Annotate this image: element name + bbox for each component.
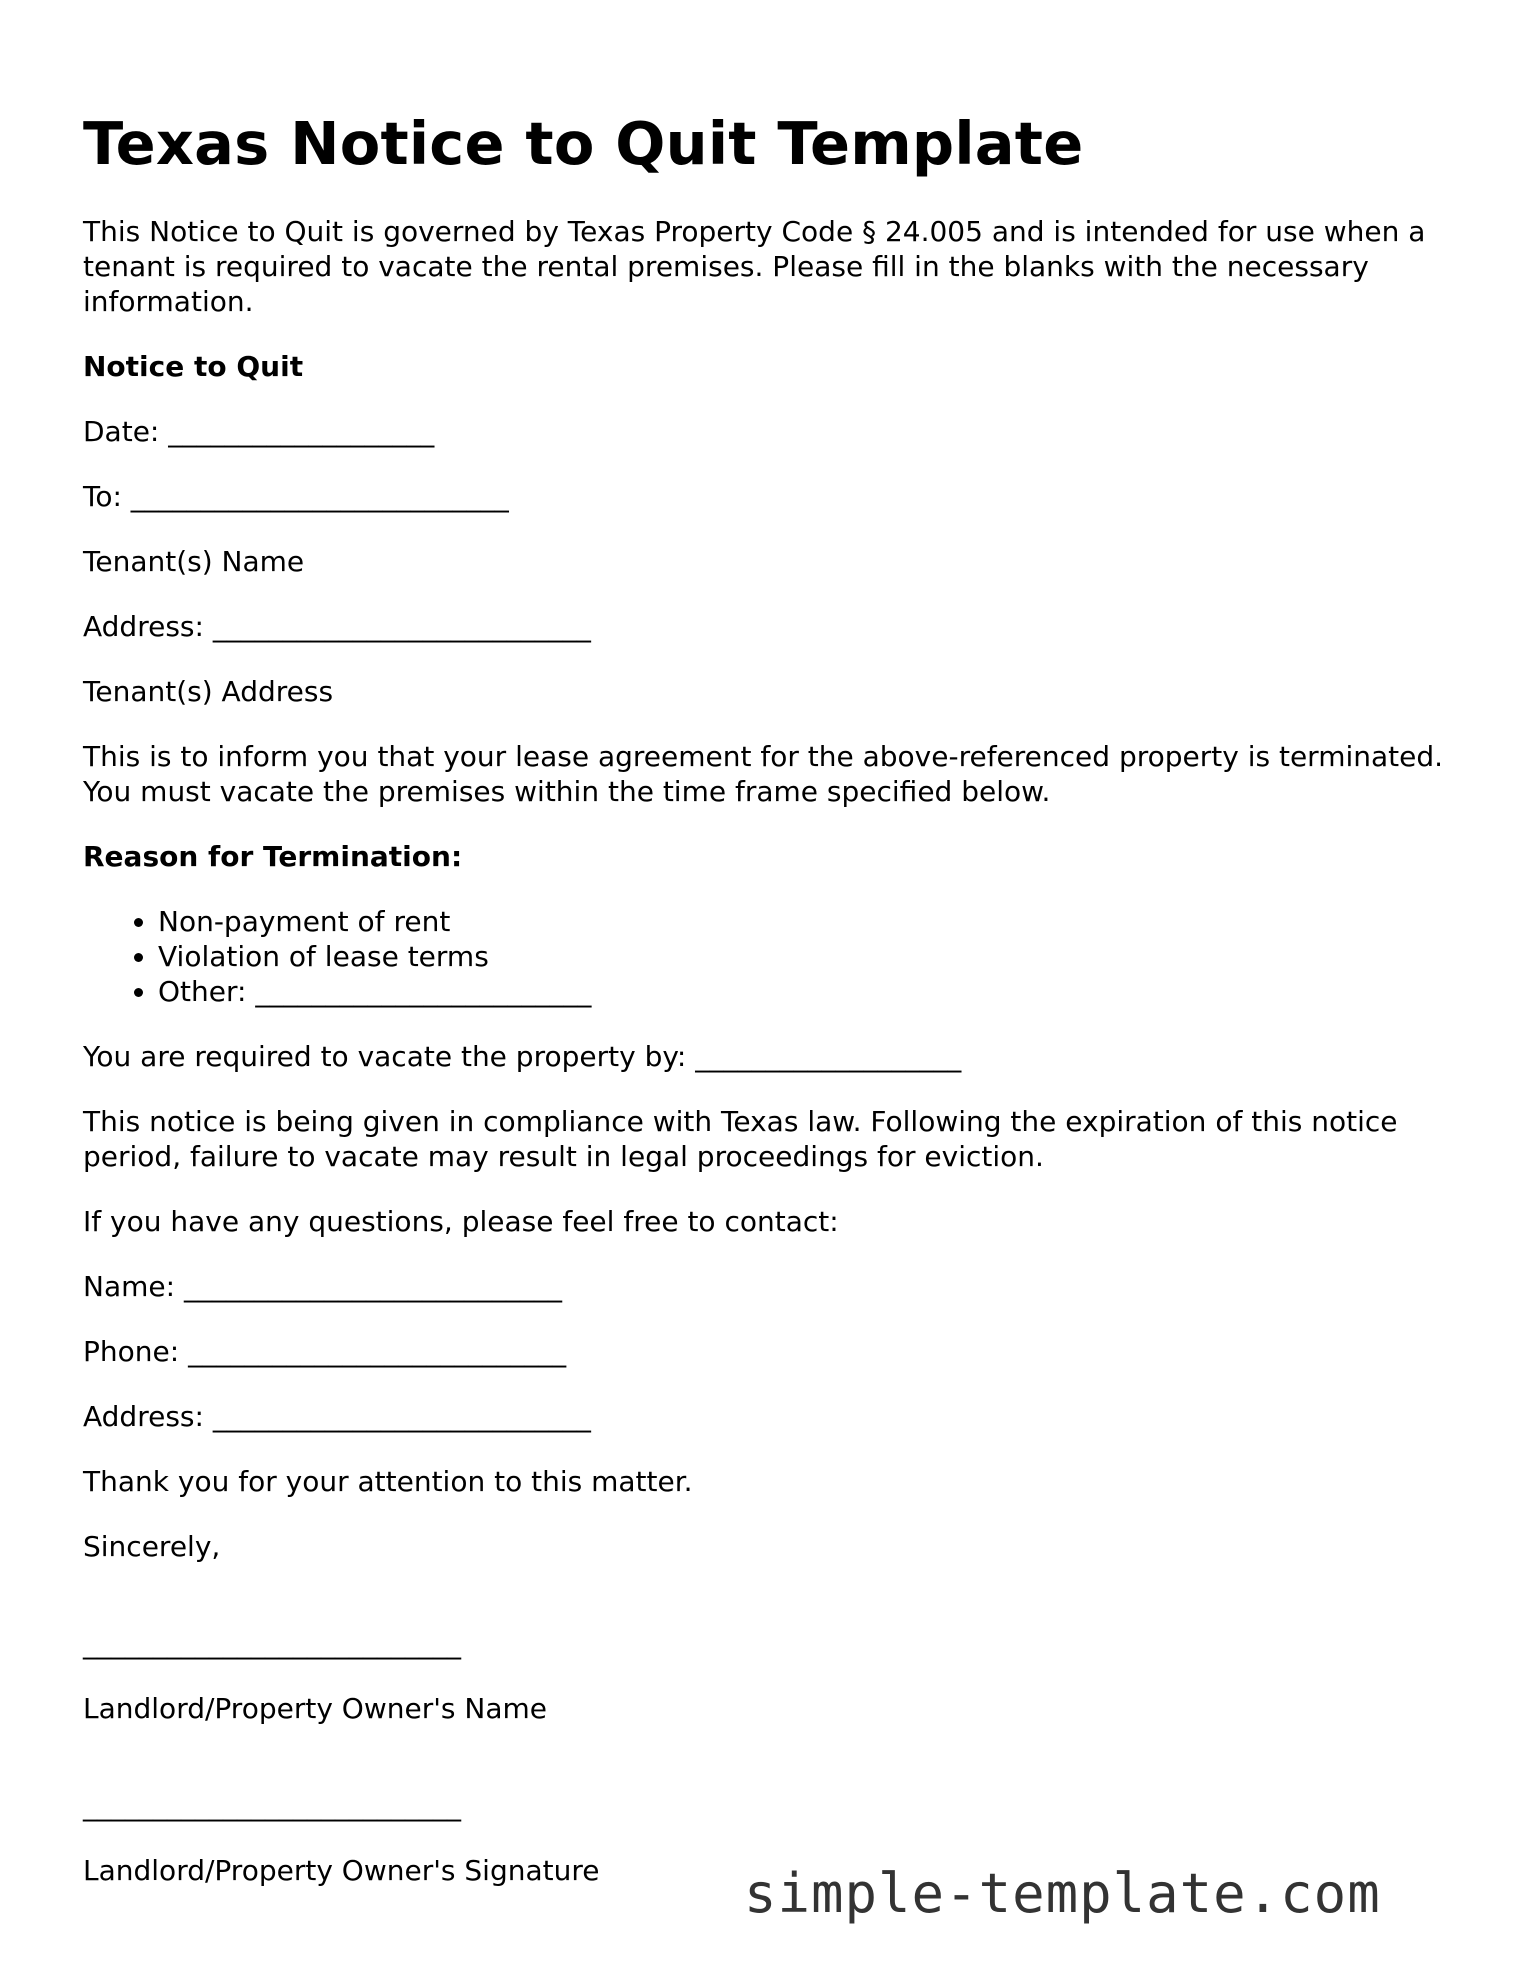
watermark: simple-template.com (744, 1862, 1381, 1925)
document-page (83, 108, 1463, 1918)
contact-address-field: Address: ___________________________ (83, 1400, 591, 1433)
to-field: To: ___________________________ (83, 480, 509, 513)
vacate-by-field: You are required to vacate the property by: ___________________ (83, 1040, 962, 1073)
closing-line: Sincerely, (83, 1530, 221, 1563)
contact-name-field: Name: ___________________________ (83, 1270, 562, 1303)
reason-item: • Non-payment of rent (158, 904, 1463, 939)
compliance-paragraph: This notice is being given in compliance with Texas law. Following the expiration of this notice period, failure to vacate may result in legal proceedings for eviction. (83, 1105, 1398, 1173)
spacer (83, 1756, 1463, 1788)
owner-name-line: ___________________________ (83, 1627, 461, 1660)
owner-signature-line: ___________________________ (83, 1789, 461, 1822)
reason-heading: Reason for Termination: (83, 840, 463, 873)
tenant-address-label: Tenant(s) Address (83, 675, 334, 708)
owner-signature-label: Landlord/Property Owner's Signature (83, 1854, 600, 1887)
tenant-name-label: Tenant(s) Name (83, 545, 305, 578)
contact-phone-field: Phone: ___________________________ (83, 1335, 567, 1368)
address-field: Address: ___________________________ (83, 610, 591, 643)
notice-heading: Notice to Quit (83, 350, 304, 383)
reason-item: • Violation of lease terms (158, 939, 1463, 974)
reason-list (83, 904, 1463, 1009)
thanks-line: Thank you for your attention to this matter. (83, 1465, 693, 1498)
intro-paragraph: This Notice to Quit is governed by Texas Property Code § 24.005 and is intended for use when a tenant is required to vacate the rental premises. Please fill in the blanks with the necessary information. (83, 215, 1426, 318)
owner-name-label: Landlord/Property Owner's Name (83, 1692, 548, 1725)
reason-item: • Other: ________________________ (158, 974, 1463, 1009)
termination-statement: This is to inform you that your lease agreement for the above-referenced property is terminated. You must vacate the premises within the time frame specified below. (83, 740, 1444, 808)
date-field: Date: ___________________ (83, 415, 435, 448)
spacer (83, 1594, 1463, 1626)
page-title: Texas Notice to Quit Template (83, 109, 1084, 178)
contact-intro: If you have any questions, please feel free to contact: (83, 1205, 839, 1238)
